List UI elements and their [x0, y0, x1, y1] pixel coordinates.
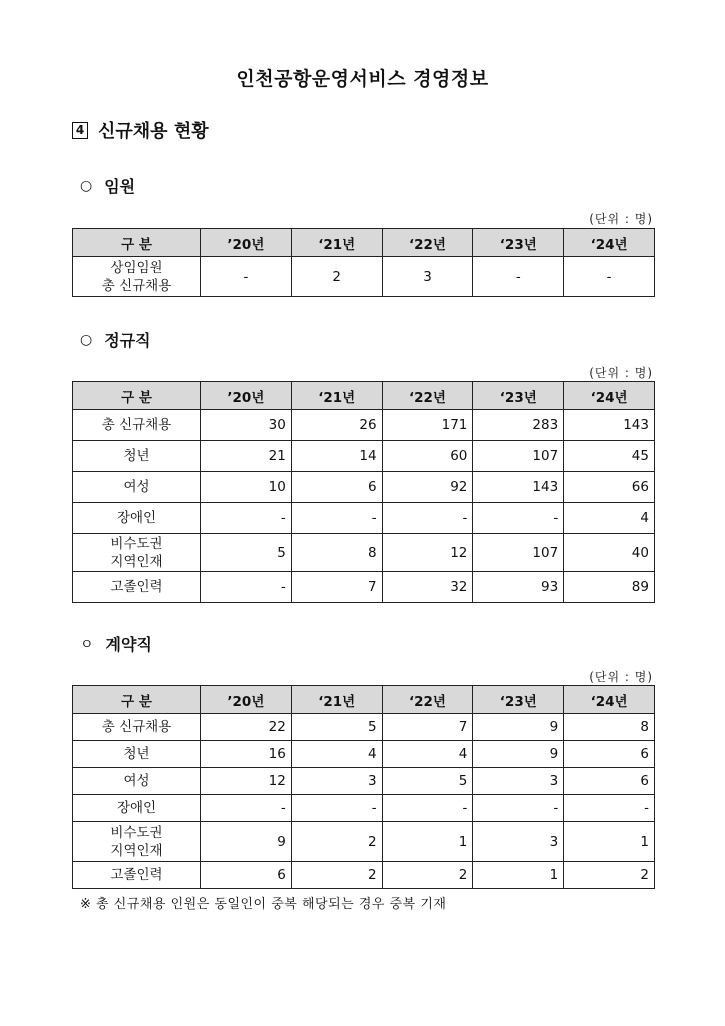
table-cell: -	[564, 257, 655, 297]
table-cell: 143	[473, 472, 564, 503]
row-label-line: 청년	[123, 448, 150, 464]
table-cell: 3	[473, 768, 564, 795]
table-cell: -	[291, 795, 382, 822]
table-cell: -	[473, 257, 564, 297]
row-label-line: 장애인	[116, 510, 157, 526]
table-cell: 12	[201, 768, 292, 795]
row-label	[73, 503, 201, 534]
regular-heading-text: 정규직	[104, 331, 151, 350]
table-row	[73, 741, 655, 768]
row-label-line: 청년	[123, 746, 150, 762]
table-cell: 45	[564, 441, 655, 472]
table-row	[73, 257, 655, 297]
table-row	[73, 714, 655, 741]
table-header-row	[73, 686, 655, 714]
row-label-line: 장애인	[116, 800, 157, 816]
table-cell: -	[201, 795, 292, 822]
row-label	[73, 534, 201, 572]
header-year: ‘23년	[473, 229, 564, 257]
table-cell: 2	[291, 257, 382, 297]
table-cell: 10	[201, 472, 292, 503]
circle-bullet-icon: ○	[80, 177, 93, 194]
header-year: ‘21년	[291, 229, 382, 257]
contract-heading	[80, 632, 152, 655]
table-row	[73, 534, 655, 572]
table-cell: 16	[201, 741, 292, 768]
row-label	[73, 572, 201, 603]
table-cell: 89	[564, 572, 655, 603]
table-cell: 4	[564, 503, 655, 534]
table-cell: 283	[473, 410, 564, 441]
row-label-line: 총 신규채용	[101, 417, 172, 433]
table-cell: 2	[291, 822, 382, 862]
table-cell: 5	[201, 534, 292, 572]
table-cell: 3	[473, 822, 564, 862]
table-row	[73, 410, 655, 441]
table-cell: 26	[291, 410, 382, 441]
header-category: 구 분	[73, 686, 201, 714]
table-row	[73, 862, 655, 889]
table-cell: 8	[291, 534, 382, 572]
table-cell: 3	[382, 257, 473, 297]
circle-bullet-icon: ○	[80, 331, 93, 348]
row-label	[73, 472, 201, 503]
row-label	[73, 768, 201, 795]
table-cell: 6	[201, 862, 292, 889]
table-cell: -	[473, 795, 564, 822]
row-label	[73, 714, 201, 741]
table-row	[73, 795, 655, 822]
regular-table	[72, 381, 655, 603]
table-cell: 5	[382, 768, 473, 795]
table-cell: 6	[291, 472, 382, 503]
row-label	[73, 741, 201, 768]
table-cell: 171	[382, 410, 473, 441]
contract-heading-text: 계약직	[105, 635, 152, 654]
header-year: ‘22년	[382, 686, 473, 714]
table-header-row	[73, 382, 655, 410]
table-cell: 93	[473, 572, 564, 603]
table-row	[73, 503, 655, 534]
table-cell: -	[201, 257, 292, 297]
header-year: ‘21년	[291, 382, 382, 410]
page-title: 인천공항운영서비스 경영정보	[236, 68, 489, 90]
section-number: 4	[72, 122, 88, 139]
table-cell: 9	[473, 741, 564, 768]
header-year: ’20년	[201, 382, 292, 410]
table-cell: 1	[473, 862, 564, 889]
executives-heading	[80, 174, 135, 197]
header-year: ‘22년	[382, 382, 473, 410]
table-cell: 5	[291, 714, 382, 741]
table-cell: 4	[382, 741, 473, 768]
row-label	[73, 822, 201, 862]
footnote: ※ 총 신규채용 인원은 동일인이 중복 해당되는 경우 중복 기재	[80, 897, 447, 912]
table-cell: 143	[564, 410, 655, 441]
table-cell: 9	[473, 714, 564, 741]
table-cell: 1	[564, 822, 655, 862]
row-label-line: 상임임원	[110, 259, 163, 276]
table-cell: 2	[382, 862, 473, 889]
header-year: ‘24년	[564, 229, 655, 257]
executives-table	[72, 228, 655, 297]
table-cell: 7	[291, 572, 382, 603]
table-cell: 2	[291, 862, 382, 889]
contract-unit: (단위 : 명)	[589, 670, 653, 684]
table-cell: -	[201, 572, 292, 603]
section-heading-text: 신규채용 현황	[98, 121, 209, 142]
row-label-line: 비수도권	[110, 824, 163, 841]
table-row	[73, 822, 655, 862]
table-cell: 60	[382, 441, 473, 472]
table-row	[73, 441, 655, 472]
section-heading	[72, 117, 209, 143]
row-label-line: 고졸인력	[110, 867, 163, 883]
row-label-line: 여성	[123, 773, 150, 789]
row-label-line: 비수도권	[110, 535, 163, 552]
executives-unit: (단위 : 명)	[589, 212, 653, 226]
header-year: ’20년	[201, 229, 292, 257]
table-cell: 21	[201, 441, 292, 472]
header-year: ‘24년	[564, 686, 655, 714]
table-row	[73, 472, 655, 503]
table-cell: 12	[382, 534, 473, 572]
row-label-line: 총 신규채용	[101, 277, 172, 294]
row-label	[73, 862, 201, 889]
table-cell: 22	[201, 714, 292, 741]
hollow-bullet-icon: ㅇ	[80, 636, 94, 653]
table-cell: 6	[564, 768, 655, 795]
table-cell: 2	[564, 862, 655, 889]
table-cell: 30	[201, 410, 292, 441]
table-row	[73, 572, 655, 603]
row-label-line: 총 신규채용	[101, 719, 172, 735]
table-cell: -	[382, 795, 473, 822]
table-cell: -	[201, 503, 292, 534]
contract-table	[72, 685, 655, 889]
table-cell: 40	[564, 534, 655, 572]
header-year: ‘21년	[291, 686, 382, 714]
table-cell: 1	[382, 822, 473, 862]
table-cell: 14	[291, 441, 382, 472]
table-cell: 7	[382, 714, 473, 741]
table-row	[73, 768, 655, 795]
table-cell: 66	[564, 472, 655, 503]
table-cell: -	[564, 795, 655, 822]
table-cell: 92	[382, 472, 473, 503]
row-label-line: 고졸인력	[110, 579, 163, 595]
table-cell: 6	[564, 741, 655, 768]
table-cell: 32	[382, 572, 473, 603]
header-category: 구 분	[73, 229, 201, 257]
table-header-row	[73, 229, 655, 257]
row-label	[73, 257, 201, 297]
table-cell: -	[291, 503, 382, 534]
table-cell: 8	[564, 714, 655, 741]
header-year: ‘23년	[473, 382, 564, 410]
table-cell: 107	[473, 534, 564, 572]
table-cell: -	[382, 503, 473, 534]
row-label-line: 지역인재	[110, 553, 163, 570]
table-cell: 107	[473, 441, 564, 472]
table-cell: 4	[291, 741, 382, 768]
executives-heading-text: 임원	[104, 177, 136, 196]
header-year: ‘23년	[473, 686, 564, 714]
header-year: ‘24년	[564, 382, 655, 410]
table-cell: -	[473, 503, 564, 534]
row-label	[73, 410, 201, 441]
header-category: 구 분	[73, 382, 201, 410]
row-label	[73, 441, 201, 472]
table-cell: 3	[291, 768, 382, 795]
regular-unit: (단위 : 명)	[589, 366, 653, 380]
row-label-line: 여성	[123, 479, 150, 495]
header-year: ‘22년	[382, 229, 473, 257]
table-cell: 9	[201, 822, 292, 862]
row-label	[73, 795, 201, 822]
header-year: ’20년	[201, 686, 292, 714]
regular-heading	[80, 328, 151, 351]
row-label-line: 지역인재	[110, 842, 163, 859]
